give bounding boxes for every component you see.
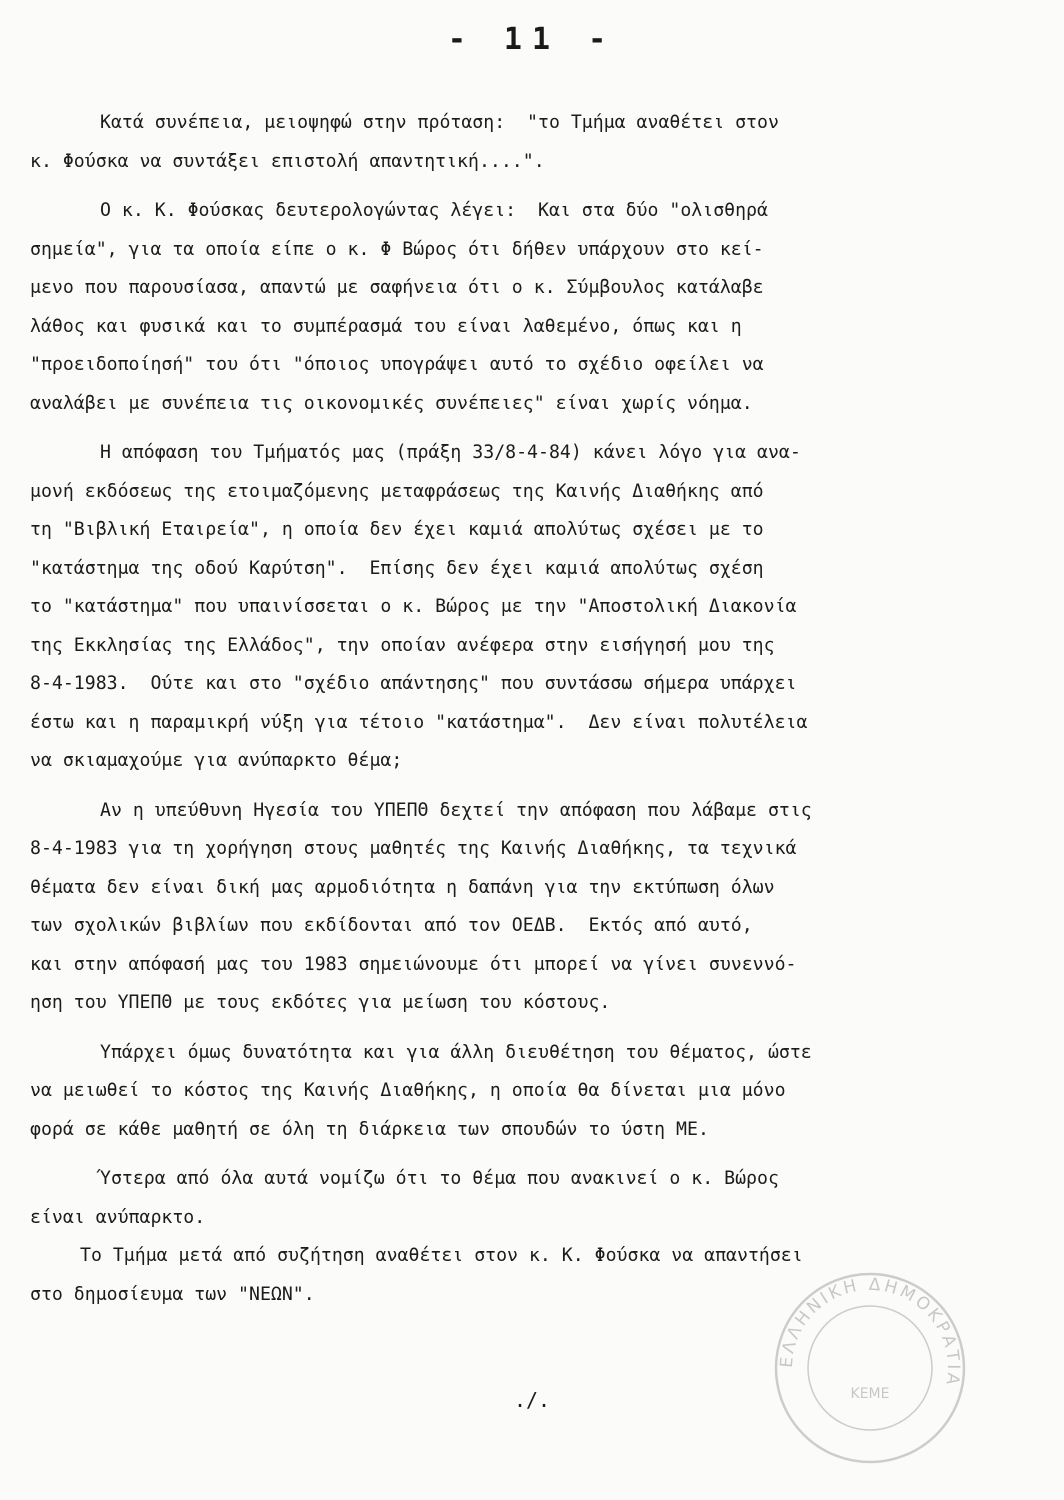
text-line: Ύστερα από όλα αυτά νομίζω ότι το θέμα που ανακινεί ο κ. Βώρος [100,1168,779,1189]
official-stamp [770,1268,970,1468]
text-line: είναι ανύπαρκτο. [30,1206,206,1228]
text-line: ηση του ΥΠΕΠΘ με τους εκδότες για μείωση του κόστους. [30,992,611,1013]
text-line: θέματα δεν είναι δική μας αρμοδιότητα η δαπάνη για την εκτύπωση όλων [30,876,775,898]
text-line: μενο που παρουσίασα, απαντώ με σαφήνεια ότι ο κ. Σύμβουλος κατάλαβε [30,277,764,298]
page-number: - 11 - [447,22,617,57]
text-line: και στην απόφασή μας του 1983 σημειώνουμε ότι μπορεί να γίνει συνεννό- [30,953,797,975]
text-line: 8-4-1983 για τη χορήγηση στους μαθητές της Καινής Διαθήκης, τα τεχνικά [30,838,797,859]
stamp-inner-text: ΚΕΜΕ [850,1386,890,1402]
text-line: Κατά συνέπεια, μειοψηφώ στην πρόταση: "το Τμήμα αναθέτει στον [100,112,779,133]
paragraph-5 [30,1034,1040,1150]
text-line: Ο κ. Κ. Φούσκας δευτερολογώντας λέγει: Και στα δύο "ολισθηρά [100,200,768,221]
text-line: Το Τμήμα μετά από συζήτηση αναθέτει στον κ. Κ. Φούσκα να απαντήσει [80,1245,803,1266]
text-line: φορά σε κάθε μαθητή σε όλη τη διάρκεια των σπουδών το ύστη ΜΕ. [30,1118,709,1140]
text-line: Αν η υπεύθυνη Ηγεσία του ΥΠΕΠΘ δεχτεί την απόφαση που λάβαμε στις [100,799,812,821]
text-line: Η απόφαση του Τμήματός μας (πράξη 33/8-4-84) κάνει λόγο για ανα- [100,442,801,463]
stamp-outer-text: ΕΛΛΗΝΙΚΗ ΔΗΜΟΚΡΑΤΙΑ [776,1274,964,1389]
svg-text:ΕΛΛΗΝΙΚΗ ΔΗΜΟΚΡΑΤΙΑ [777,1275,963,1389]
text-line: να σκιαμαχούμε για ανύπαρκτο θέμα; [30,750,403,771]
text-line: τη "Βιβλική Εταιρεία", η οποία δεν έχει καμιά απολύτως σχέσει με το [30,519,764,540]
paragraph-6 [30,1160,1040,1237]
text-line: μονή εκδόσεως της ετοιμαζόμενης μεταφράσεως της Καινής Διαθήκης από [30,480,764,502]
text-line: έστω και η παραμικρή νύξη για τέτοιο "κατάστημα". Δεν είναι πολυτέλεια [30,711,808,733]
text-line: το "κατάστημα" που υπαινίσσεται ο κ. Βώρος με την "Αποστολική Διακονία [30,596,797,617]
paragraph-3 [30,434,1040,781]
text-line: των σχολικών βιβλίων που εκδίδονται από τον ΟΕΔΒ. Εκτός από αυτό, [30,915,753,936]
text-line: στο δημοσίευμα των "ΝΕΩΝ". [30,1283,315,1305]
text-line: αναλάβει με συνέπεια τις οικονομικές συνέπειες" είναι χωρίς νόημα. [30,392,753,414]
text-line: Υπάρχει όμως δυνατότητα και για άλλη διευθέτηση του θέματος, ώστε [100,1041,812,1063]
paragraph-1 [30,104,1040,181]
text-line: της Εκκλησίας της Ελλάδος", την οποίαν ανέφερα στην εισήγησή μου της [30,634,775,656]
text-line: λάθος και φυσικά και το συμπέρασμά του είναι λαθεμένο, όπως και η [30,315,742,337]
text-line: σημεία", για τα οποία είπε ο κ. Φ Βώρος ότι δήθεν υπάρχουν στο κεί- [30,238,764,260]
text-line: 8-4-1983. Ούτε και στο "σχέδιο απάντησης" που συντάσσω σήμερα υπάρχει [30,673,797,694]
paragraph-4 [30,792,1040,1023]
page-end-mark: ./. [513,1388,551,1412]
text-line: κ. Φούσκα να συντάξει επιστολή απαντητική....". [30,150,545,172]
text-line: "προειδοποίησή" του ότι "όποιος υπογράψει αυτό το σχέδιο οφείλει να [30,354,764,375]
text-line: να μειωθεί το κόστος της Καινής Διαθήκης, η οποία θα δίνεται μια μόνο [30,1080,786,1101]
document-body [30,104,1040,1314]
text-line: "κατάστημα της οδού Καρύτση". Επίσης δεν έχει καμιά απολύτως σχέση [30,557,764,579]
paragraph-2 [30,192,1040,423]
